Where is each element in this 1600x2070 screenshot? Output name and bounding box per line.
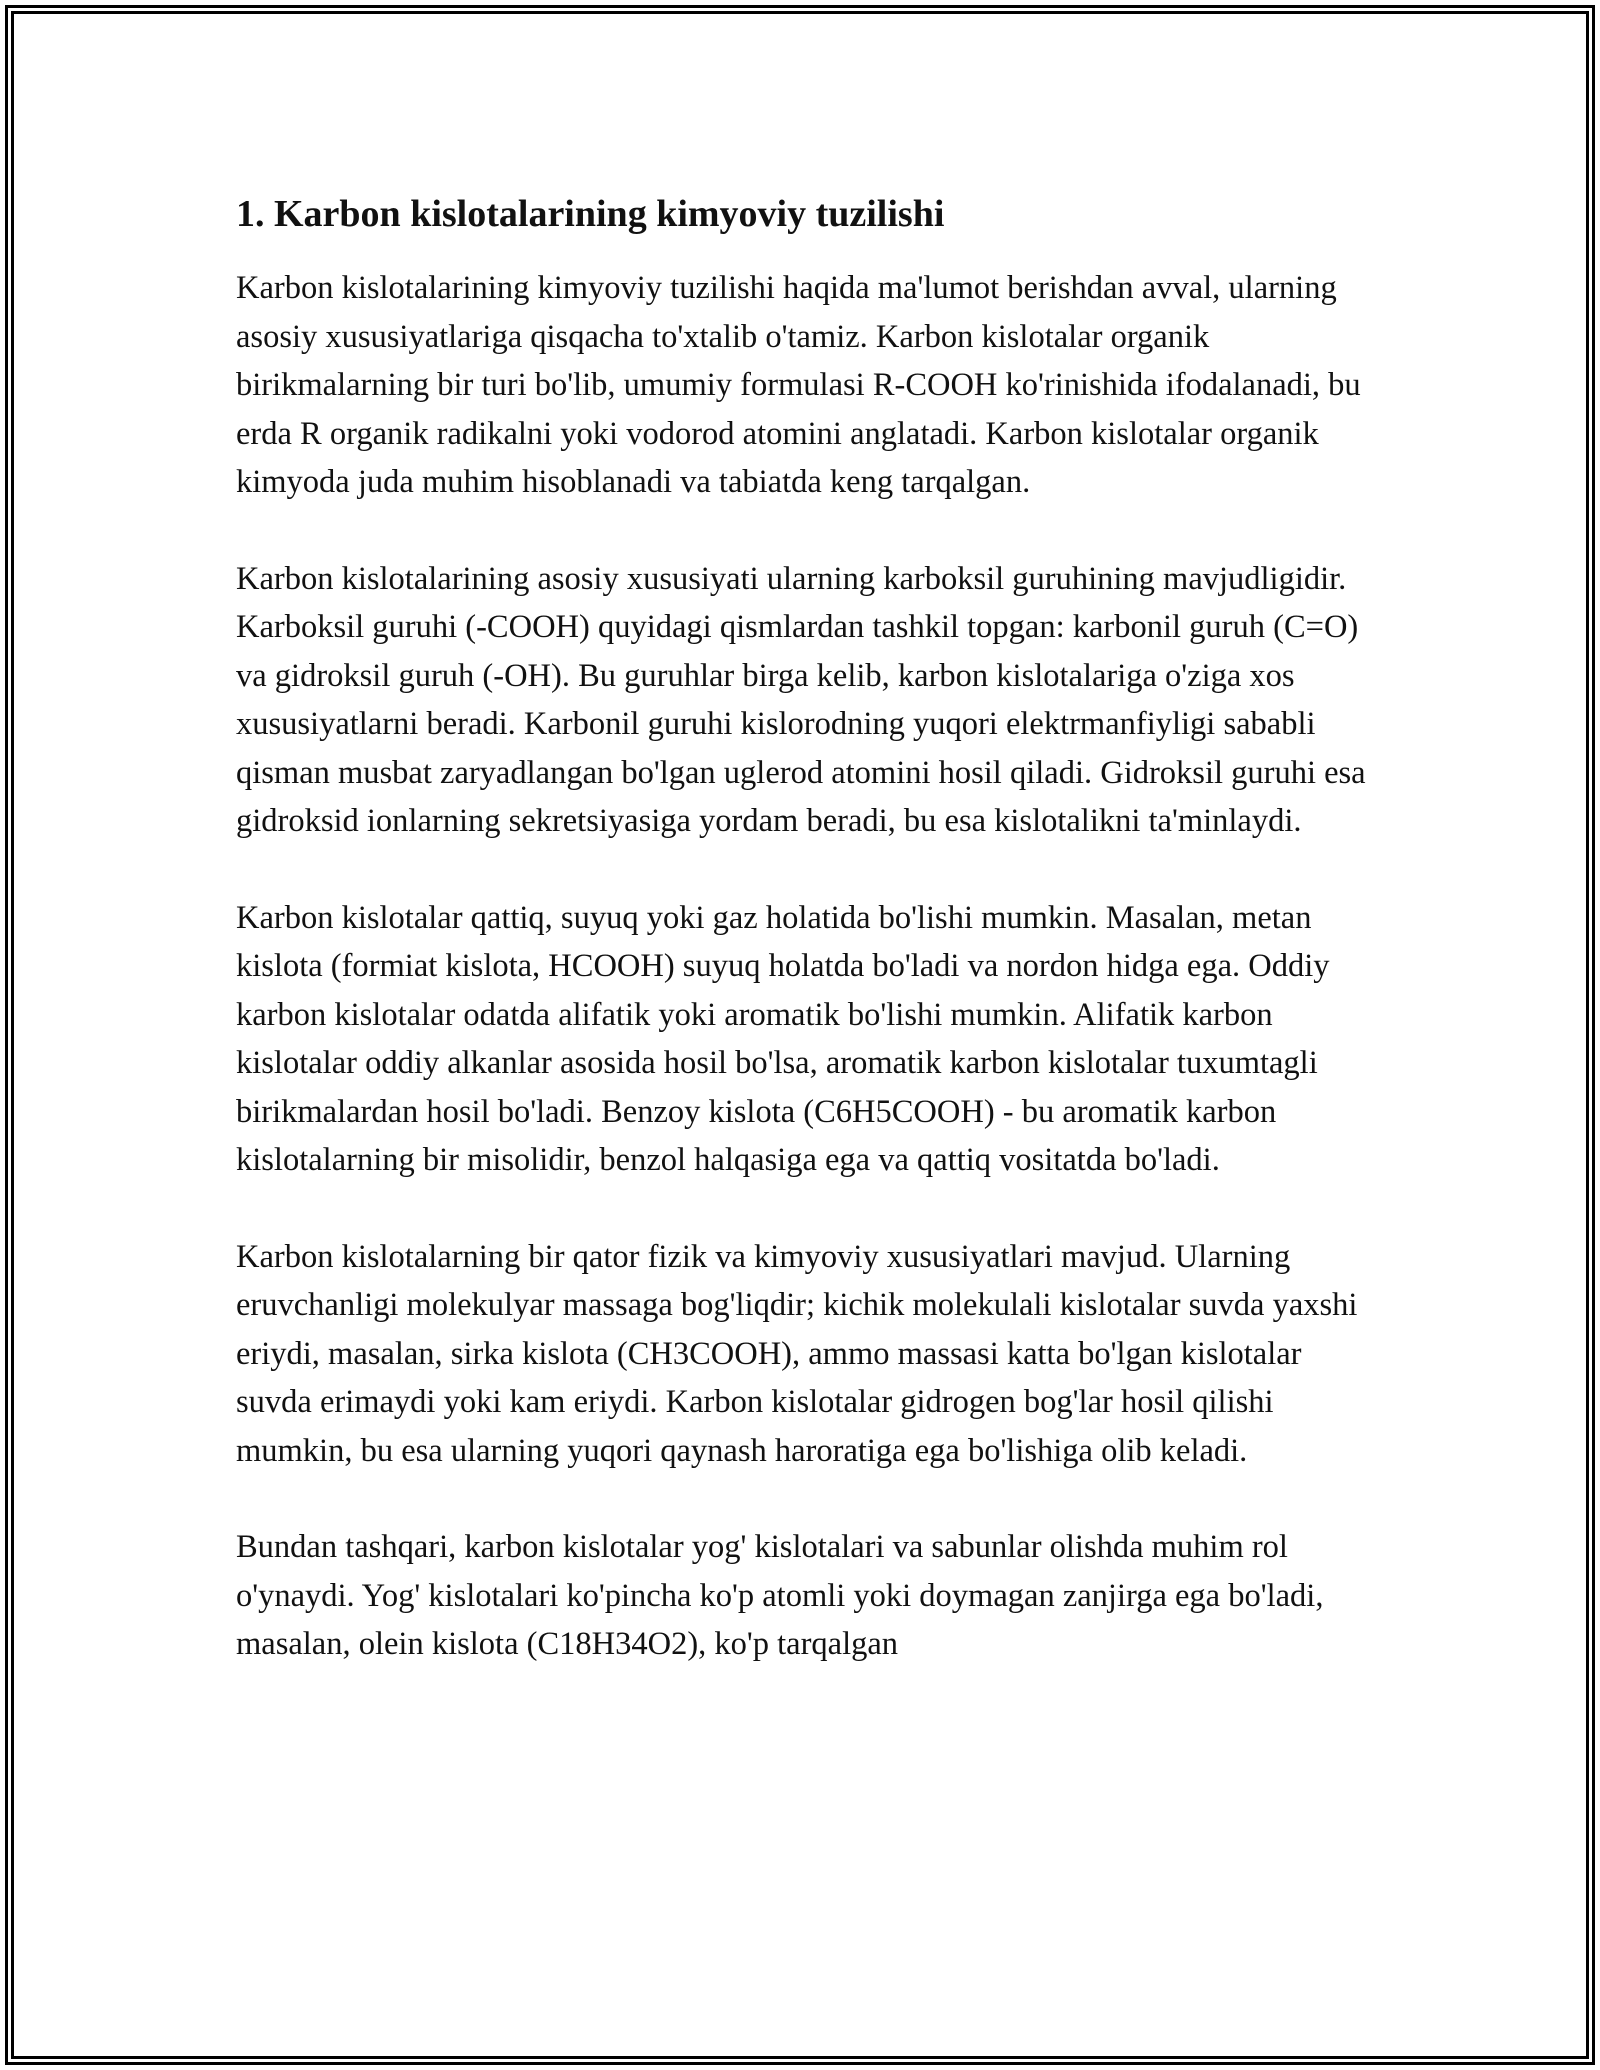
paragraph-3: Karbon kislotalar qattiq, suyuq yoki gaz holatida bo'lishi mumkin. Masalan, metan kislota (formiat kislota, HCOOH) suyuq holatda bo'ladi va nordon hidga ega. Oddiy karbon kislotalar odatda alifatik yoki aromatik bo'lishi mumkin. Alifatik karbon kislotalar oddiy alkanlar asosida hosil bo'lsa, aromatik karbon kislotalar tuxumtagli birikmalardan hosil bo'ladi. Benzoy kislota (C6H5COOH) - bu aromatik karbon kislotalarning bir misolidir, benzol halqasiga ega va qattiq vositatda bo'ladi.: [236, 899, 1330, 1178]
paragraph-5: Bundan tashqari, karbon kislotalar yog' kislotalari va sabunlar olishda muhim rol o'ynaydi. Yog' kislotalari ko'pincha ko'p atomli yoki doymagan zanjirga ega bo'ladi, masalan, olein kislota (C18H34O2), ko'p tarqalgan: [236, 1529, 1324, 1662]
paragraph-4: Karbon kislotalarning bir qator fizik va kimyoviy xususiyatlari mavjud. Ularning eruvchanligi molekulyar massaga bog'liqdir; kichik molekulali kislotalar suvda yaxshi eriydi, masalan, sirka kislota (CH3COOH), ammo massasi katta bo'lgan kislotalar suvda erimaydi yoki kam eriydi. Karbon kislotalar gidrogen bog'lar hosil qilishi mumkin, bu esa ularning yuqori qaynash haroratiga ega bo'lishiga olib keladi.: [236, 1238, 1358, 1469]
paragraph-1: Karbon kislotalarining kimyoviy tuzilishi haqida ma'lumot berishdan avval, ularning asosiy xususiyatlariga qisqacha to'xtalib o'tamiz. Karbon kislotalar organik birikmalarning bir turi bo'lib, umumiy formulasi R-COOH ko'rinishida ifodalanadi, bu erda R organik radikalni yoki vodorod atomini anglatadi. Karbon kislotalar organik kimyoda juda muhim hisoblanadi va tabiatda keng tarqalgan.: [236, 270, 1361, 500]
document-body: [236, 186, 1376, 1717]
paragraph-2: Karbon kislotalarining asosiy xususiyati ularning karboksil guruhining mavjudligidir. Karboksil guruhi (-COOH) quyidagi qismlardan tashkil topgan: karbonil guruh (C=O) va gidroksil guruh (-OH). Bu guruhlar birga kelib, karbon kislotalariga o'ziga xos xususiyatlarni beradi. Karbonil guruhi kislorodning yuqori elektrmanfiyligi sababli qisman musbat zaryadlangan bo'lgan uglerod atomini hosil qiladi. Gidroksil guruhi esa gidroksid ionlarning sekretsiyasiga yordam beradi, bu esa kislotalikni ta'minlaydi.: [236, 560, 1366, 839]
section-heading: 1. Karbon kislotalarining kimyoviy tuzilishi: [236, 193, 945, 235]
